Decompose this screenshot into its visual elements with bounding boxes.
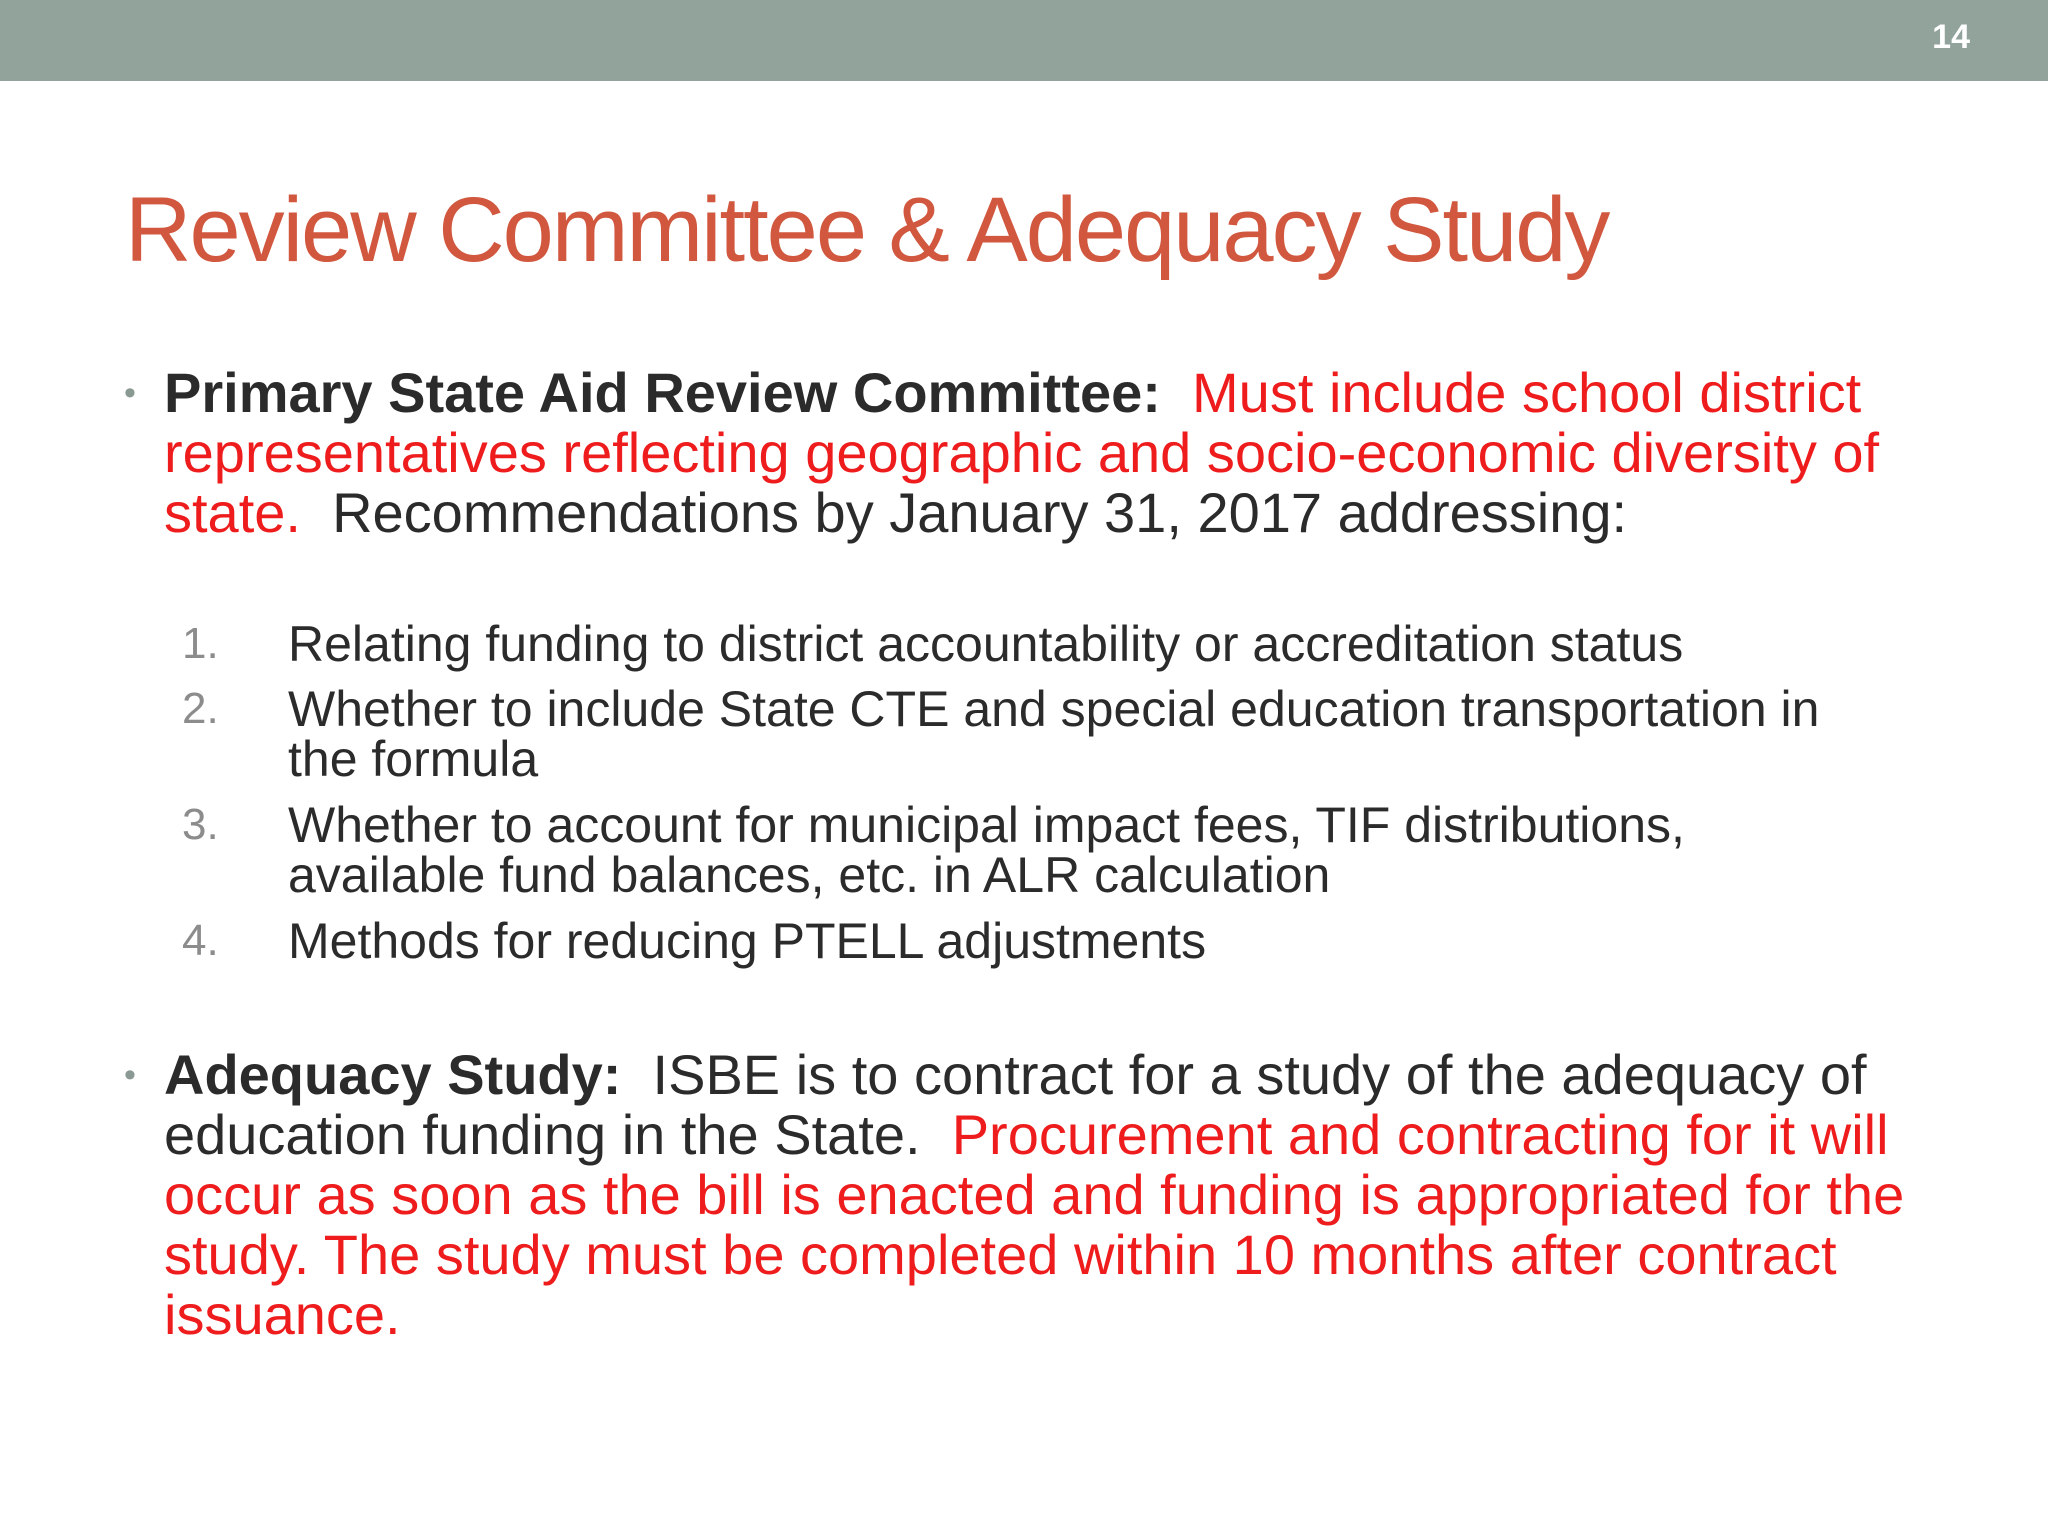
top-bar xyxy=(0,0,2048,81)
bullet-plain: Recommendations by January 31, 2017 addressing: xyxy=(332,481,1628,544)
list-item xyxy=(182,797,1882,903)
bullet-plain: ISBE is to contract for a study of the adequacy of education funding in the State. xyxy=(164,1043,1867,1166)
slide-number: 14 xyxy=(1932,18,1970,56)
list-marker: 3. xyxy=(182,800,219,849)
list-item xyxy=(182,681,1882,787)
bullet-dot-icon: • xyxy=(124,374,136,412)
list-marker: 1. xyxy=(182,619,219,668)
slide-title: Review Committee & Adequacy Study xyxy=(125,179,1609,281)
list-item-text: Relating funding to district accountability or accreditation status xyxy=(288,616,1684,672)
bullet-label: Adequacy Study: xyxy=(164,1043,622,1106)
list-item-text: Whether to include State CTE and special education transportation in the formula xyxy=(288,681,1820,787)
bullet-adequacy-study-text xyxy=(164,1045,1924,1345)
bullet-dot-icon: • xyxy=(124,1056,136,1094)
list-item-text: Whether to account for municipal impact fees, TIF distributions, available fund balances, etc. in ALR calculation xyxy=(288,797,1685,903)
list-marker: 2. xyxy=(182,684,219,733)
bullet-label: Primary State Aid Review Committee: xyxy=(164,361,1161,424)
bullet-emphasis: Must include school district representatives reflecting geographic and socio-economic diversity of state. xyxy=(164,361,1880,544)
list-item xyxy=(182,913,1882,969)
bullet-adequacy-study xyxy=(124,1045,1924,1345)
bullet-emphasis: Procurement and contracting for it will occur as soon as the bill is enacted and funding is appropriated for the study. The study must be completed within 10 months after contract issuance. xyxy=(164,1103,1905,1346)
list-item xyxy=(182,616,1882,672)
bullet-review-committee xyxy=(124,363,1924,543)
list-item-text: Methods for reducing PTELL adjustments xyxy=(288,913,1207,969)
list-marker: 4. xyxy=(182,916,219,965)
bullet-review-committee-text xyxy=(164,363,1924,543)
